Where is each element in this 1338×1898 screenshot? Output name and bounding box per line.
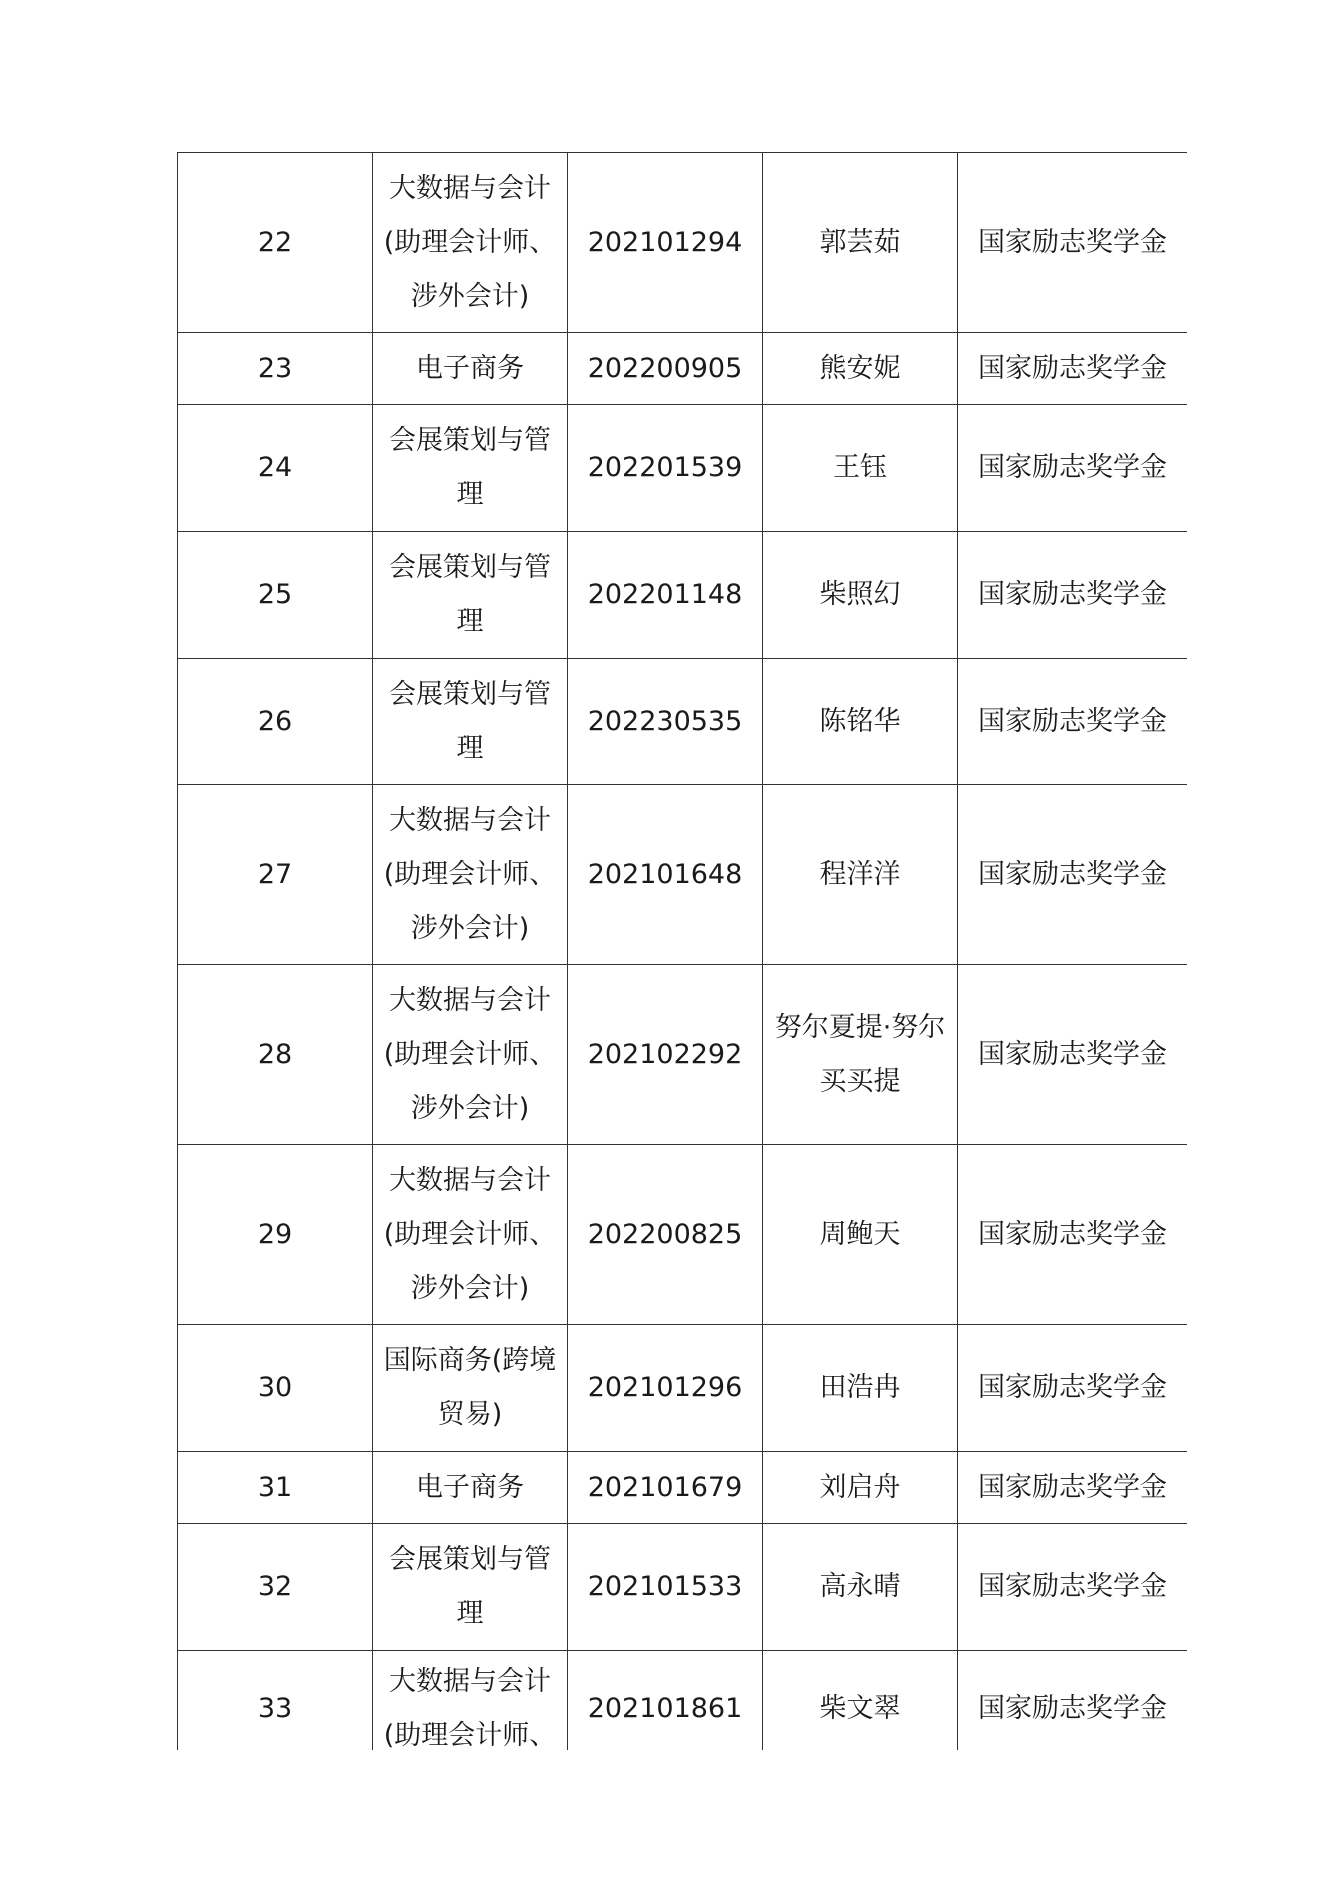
row-number: 32 (178, 1524, 373, 1651)
award-cell: 国家励志奖学金 (958, 1325, 1188, 1452)
table-row (178, 965, 1188, 1145)
row-number: 26 (178, 659, 373, 785)
table-row (178, 659, 1188, 785)
row-number: 29 (178, 1145, 373, 1325)
student-id-cell: 202101648 (568, 785, 763, 965)
major-cell: 会展策划与管理 (373, 1524, 568, 1651)
student-id-cell: 202101296 (568, 1325, 763, 1452)
major-cell: 大数据与会计(助理会计师、 (373, 1651, 568, 1751)
award-cell: 国家励志奖学金 (958, 1524, 1188, 1651)
table-row (178, 1524, 1188, 1651)
student-name-cell: 田浩冉 (763, 1325, 958, 1452)
major-cell: 电子商务 (373, 333, 568, 405)
student-id-cell: 202230535 (568, 659, 763, 785)
major-cell: 国际商务(跨境贸易) (373, 1325, 568, 1452)
award-cell: 国家励志奖学金 (958, 965, 1188, 1145)
award-cell: 国家励志奖学金 (958, 785, 1188, 965)
table-row (178, 1325, 1188, 1452)
student-id-cell: 202102292 (568, 965, 763, 1145)
student-name-cell: 王钰 (763, 405, 958, 532)
major-cell: 大数据与会计(助理会计师、涉外会计) (373, 153, 568, 333)
student-name-cell: 高永晴 (763, 1524, 958, 1651)
table-row (178, 1145, 1188, 1325)
major-cell: 大数据与会计(助理会计师、涉外会计) (373, 1145, 568, 1325)
student-id-cell: 202101679 (568, 1452, 763, 1524)
row-number: 33 (178, 1651, 373, 1751)
award-cell: 国家励志奖学金 (958, 153, 1188, 333)
student-id-cell: 202200905 (568, 333, 763, 405)
award-cell: 国家励志奖学金 (958, 333, 1188, 405)
major-cell: 大数据与会计(助理会计师、涉外会计) (373, 785, 568, 965)
student-name-cell: 郭芸茹 (763, 153, 958, 333)
student-name-cell: 程洋洋 (763, 785, 958, 965)
major-cell: 大数据与会计(助理会计师、涉外会计) (373, 965, 568, 1145)
table-row (178, 785, 1188, 965)
student-id-cell: 202101533 (568, 1524, 763, 1651)
award-cell: 国家励志奖学金 (958, 1452, 1188, 1524)
student-id-cell: 202200825 (568, 1145, 763, 1325)
student-id-cell: 202101861 (568, 1651, 763, 1751)
table-row (178, 532, 1188, 659)
student-name-cell: 熊安妮 (763, 333, 958, 405)
award-cell: 国家励志奖学金 (958, 659, 1188, 785)
student-id-cell: 202101294 (568, 153, 763, 333)
student-name-cell: 柴文翠 (763, 1651, 958, 1751)
row-number: 23 (178, 333, 373, 405)
award-cell: 国家励志奖学金 (958, 1651, 1188, 1751)
major-cell: 会展策划与管理 (373, 532, 568, 659)
student-name-cell: 柴照幻 (763, 532, 958, 659)
row-number: 30 (178, 1325, 373, 1452)
row-number: 22 (178, 153, 373, 333)
award-table-body (178, 153, 1188, 1751)
row-number: 31 (178, 1452, 373, 1524)
award-cell: 国家励志奖学金 (958, 532, 1188, 659)
student-name-cell: 周鲍天 (763, 1145, 958, 1325)
award-table-container (177, 152, 1187, 1750)
major-cell: 会展策划与管理 (373, 405, 568, 532)
student-name-cell: 努尔夏提·努尔买买提 (763, 965, 958, 1145)
row-number: 27 (178, 785, 373, 965)
table-row (178, 1651, 1188, 1751)
student-id-cell: 202201148 (568, 532, 763, 659)
student-name-cell: 刘启舟 (763, 1452, 958, 1524)
award-cell: 国家励志奖学金 (958, 1145, 1188, 1325)
table-row (178, 153, 1188, 333)
major-cell: 电子商务 (373, 1452, 568, 1524)
row-number: 28 (178, 965, 373, 1145)
award-cell: 国家励志奖学金 (958, 405, 1188, 532)
award-table (177, 152, 1187, 1750)
row-number: 25 (178, 532, 373, 659)
major-cell: 会展策划与管理 (373, 659, 568, 785)
table-row (178, 405, 1188, 532)
student-name-cell: 陈铭华 (763, 659, 958, 785)
row-number: 24 (178, 405, 373, 532)
table-row (178, 333, 1188, 405)
student-id-cell: 202201539 (568, 405, 763, 532)
table-row (178, 1452, 1188, 1524)
